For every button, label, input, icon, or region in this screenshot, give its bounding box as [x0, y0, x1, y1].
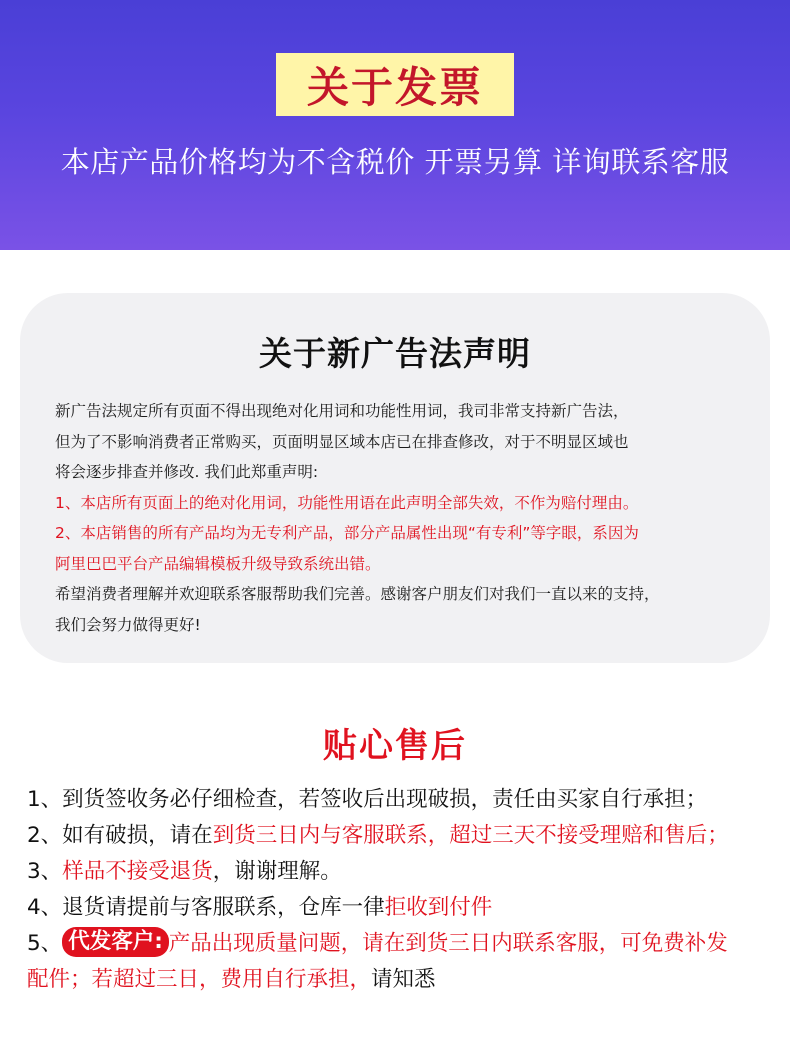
item-highlight: 样品不接受退货 [62, 859, 213, 884]
dropship-badge: 代发客户: [62, 927, 169, 957]
after-sales-item [27, 926, 777, 962]
after-sales-item [27, 890, 777, 926]
statement-body [55, 396, 755, 640]
item-number: 3、 [27, 859, 63, 884]
after-sales-item [27, 782, 777, 818]
after-sales-item-continued [27, 962, 777, 998]
after-sales-list [27, 782, 777, 998]
statement-line-highlight: 1、本店所有页面上的绝对化用词，功能性用语在此声明全部失效，不作为赔付理由。 [55, 493, 639, 512]
invoice-banner [0, 0, 790, 250]
item-highlight: 产品出现质量问题，请在到货三日内联系客服，可免费补发 [168, 931, 728, 956]
statement-line: 希望消费者理解并欢迎联系客服帮助我们完善。感谢客户朋友们对我们一直以来的支持， [55, 585, 660, 603]
item-text: 1、到货签收务必仔细检查，若签收后出现破损，责任由买家自行承担； [27, 787, 708, 812]
statement-line: 将会逐步排查并修改. 我们此郑重声明: [55, 463, 319, 481]
invoice-title: 关于发票 [306, 62, 483, 112]
statement-line: 新广告法规定所有页面不得出现绝对化用词和功能性用词，我司非常支持新广告法， [55, 402, 629, 420]
item-text: 2、如有破损，请在 [27, 823, 213, 848]
item-text: 4、退货请提前与客服联系，仓库一律 [27, 895, 385, 920]
item-text: 请知悉 [371, 967, 436, 992]
item-highlight: 到货三日内与客服联系，超过三天不接受理赔和售后； [212, 823, 729, 848]
item-highlight: 拒收到付件 [384, 895, 493, 920]
invoice-subtitle: 本店产品价格均为不含税价 开票另算 详询联系客服 [60, 145, 730, 179]
statement-line: 我们会努力做得更好! [55, 615, 201, 634]
item-highlight: 配件；若超过三日，费用自行承担， [27, 967, 372, 992]
invoice-title-box [276, 53, 514, 116]
after-sales-item [27, 854, 777, 890]
item-number: 5、 [27, 931, 63, 956]
item-text: ，谢谢理解。 [212, 859, 342, 884]
after-sales-item [27, 818, 777, 854]
statement-title: 关于新广告法声明 [259, 334, 531, 373]
statement-line-highlight: 2、本店销售的所有产品均为无专利产品，部分产品属性出现“有专利”等字眼，系因为 [55, 524, 639, 542]
statement-line-highlight: 阿里巴巴平台产品编辑模板升级导致系统出错。 [55, 554, 381, 573]
after-sales-title: 贴心售后 [323, 726, 467, 766]
statement-line: 但为了不影响消费者正常购买，页面明显区域本店已在排查修改，对于不明显区域也 [55, 432, 629, 451]
